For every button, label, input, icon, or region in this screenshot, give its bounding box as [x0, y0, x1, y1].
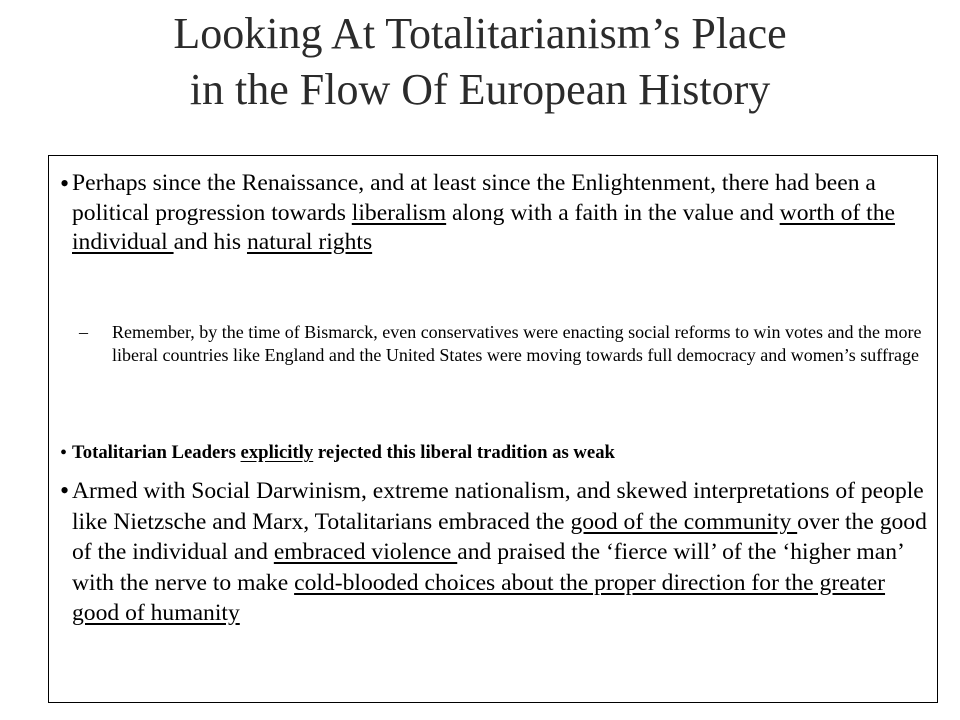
slide-title [0, 6, 960, 118]
underlined-term-liberalism: liberalism [351, 199, 447, 226]
text-run: along with a faith in the value and [446, 199, 780, 226]
bullet-text [72, 442, 933, 464]
content-box [48, 155, 938, 703]
underlined-term-worth-of-individual: worth of the individual [72, 199, 895, 255]
bullet-text [72, 169, 933, 258]
text-run: Totalitarian Leaders [72, 442, 241, 463]
text-run: Perhaps since the Renaissance, and at least since the Enlightenment, there had been a political progression towards [72, 170, 876, 226]
bullet-marker: • [60, 442, 68, 464]
title-line-2: in the Flow Of European History [189, 65, 771, 114]
title-line-1: Looking At Totalitarianism’s Place [173, 9, 787, 58]
bullet-text [72, 476, 933, 629]
underlined-term-embraced-violence: embraced violence [273, 539, 458, 565]
underlined-term-natural-rights: natural rights [246, 229, 373, 255]
text-run: rejected this liberal tradition as weak [313, 442, 615, 463]
underlined-term-good-of-community: good of the community [570, 508, 798, 535]
text-run: Armed with Social Darwinism, extreme nationalism, and skewed interpretations of people like Nietzsche and Marx, Totalitarians embraced the [72, 478, 924, 535]
underlined-term-cold-blooded-choices: cold-blooded choices about the proper direction for the greater good of humanity [72, 569, 886, 626]
sub-bullet-text: Remember, by the time of Bismarck, even conservatives were enacting social reforms to win votes and the more liberal countries like England and the United States were moving towards full democracy and women’s suffrage [112, 322, 922, 365]
text-run: and his [173, 229, 247, 255]
dash-marker: – [79, 322, 88, 342]
bullet-marker: • [60, 476, 70, 505]
text-run: and praised the ‘fierce will’ of the ‘higher man’ with the nerve to make [72, 539, 904, 596]
text-run: over the good of the individual and [72, 508, 927, 565]
bullet-marker: • [60, 169, 70, 198]
underlined-term-explicitly: explicitly [240, 442, 314, 463]
